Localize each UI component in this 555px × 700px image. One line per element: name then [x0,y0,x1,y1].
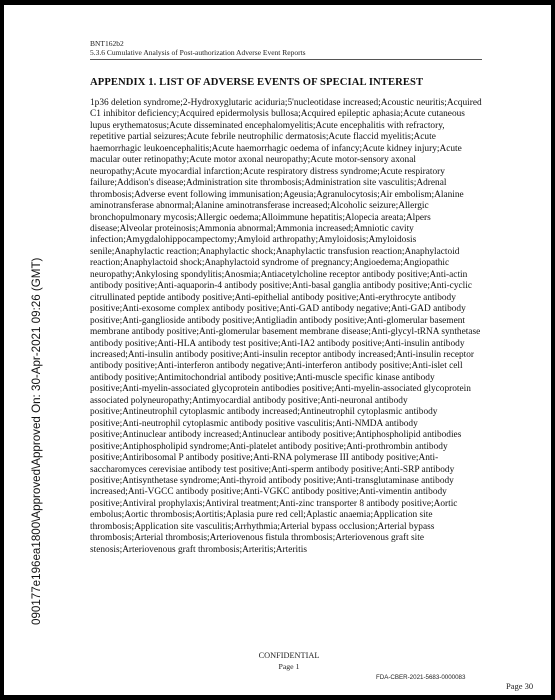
appendix-title: APPENDIX 1. LIST OF ADVERSE EVENTS OF SPECIAL INTEREST [90,77,424,88]
approval-stamp: 090177e196ea1800\Approved\Approved On: 30-Apr-2021 09:26 (GMT) [30,257,43,625]
document-number: FDA-CBER-2021-5683-0000083 [376,674,466,681]
header-section-title: 5.3.6 Cumulative Analysis of Post-authorization Adverse Event Reports [90,48,306,57]
confidential-label: CONFIDENTIAL [258,651,320,660]
page-label: Page 1 [278,662,300,671]
header-doc-id: BNT162b2 [90,39,124,48]
page-number: Page 30 [506,681,534,691]
header-rule [90,59,482,60]
document-page [4,5,551,695]
adverse-events-list: 1p36 deletion syndrome;2-Hydroxyglutaric aciduria;5'nucleotidase increased;Acoustic neuritis;Acquired C1 inhibitor deficiency;Acquired epidermolysis bullosa;Acquired epileptic aphasia;Acute cutaneous lupus erythematosus;Acute disseminated encephalomyelitis;Acute encephalitis with refractory, repetitive partial seizures;Acute febrile neutrophilic dermatosis;Acute flaccid myelitis;Acute haemorrhagic leukoencephalitis;Acute haemorrhagic oedema of infancy;Acute kidney injury;Acute macular outer retinopathy;Acute motor axonal neuropathy;Acute motor-sensory axonal neuropathy;Acute myocardial infarction;Acute respiratory distress syndrome;Acute respiratory failure;Addison's disease;Administration site thrombosis;Administration site vasculitis;Adrenal thrombosis;Adverse event following immunisation;Ageusia;Agranulocytosis;Air embolism;Alanine aminotransferase abnormal;Alanine aminotransferase increased;Alcoholic seizure;Allergic bronchopulmonary mycosis;Allergic oedema;Alloimmune hepatitis;Alopecia areata;Alpers disease;Alveolar proteinosis;Ammonia abnormal;Ammonia increased;Amniotic cavity infection;Amygdalohippocampectomy;Amyloid arthropathy;Amyloidosis;Amyloidosis senile;Anaphylactic reaction;Anaphylactic shock;Anaphylactic transfusion reaction;Anaphylactoid reaction;Anaphylactoid shock;Anaphylactoid syndrome of pregnancy;Angioedema;Angiopathic neuropathy;Ankylosing spondylitis;Anosmia;Antiacetylcholine receptor antibody positive;Anti-actin antibody positive;Anti-aquaporin-4 antibody positive;Anti-basal ganglia antibody positive;Anti-cyclic citrullinated peptide antibody positive;Anti-epithelial antibody positive;Anti-erythrocyte antibody positive;Anti-exosome complex antibody positive;Anti-GAD antibody negative;Anti-GAD antibody positive;Anti-ganglioside antibody positive;Antigliadin antibody positive;Anti-glomerular basement membrane antibody positive;Anti-glomerular basement membrane disease;Anti-glycyl-tRNA synthetase antibody positive;Anti-HLA antibody test positive;Anti-IA2 antibody positive;Anti-insulin antibody increased;Anti-insulin antibody positive;Anti-insulin receptor antibody increased;Anti-insulin receptor antibody positive;Anti-interferon antibody negative;Anti-interferon antibody positive;Anti-islet cell antibody positive;Antimitochondrial antibody positive;Anti-muscle specific kinase antibody positive;Anti-myelin-associated glycoprotein antibodies positive;Anti-myelin-associated glycoprotein associated polyneuropathy;Antimyocardial antibody positive;Anti-neuronal antibody positive;Antineutrophil cytoplasmic antibody increased;Antineutrophil cytoplasmic antibody positive;Anti-neutrophil cytoplasmic antibody positive vasculitis;Anti-NMDA antibody positive;Antinuclear antibody increased;Antinuclear antibody positive;Antiphospholipid antibodies positive;Antiphospholipid syndrome;Anti-platelet antibody positive;Anti-prothrombin antibody positive;Antiribosomal P antibody positive;Anti-RNA polymerase III antibody positive;Anti-saccharomyces cerevisiae antibody test positive;Anti-sperm antibody positive;Anti-SRP antibody positive;Antisynthetase syndrome;Anti-thyroid antibody positive;Anti-transglutaminase antibody increased;Anti-VGCC antibody positive;Anti-VGKC antibody positive;Anti-vimentin antibody positive;Antiviral prophylaxis;Antiviral treatment;Anti-zinc transporter 8 antibody positive;Aortic embolus;Aortic thrombosis;Aortitis;Aplasia pure red cell;Aplastic anaemia;Application site thrombosis;Application site vasculitis;Arrhythmia;Arterial bypass occlusion;Arterial bypass thrombosis;Arterial thrombosis;Arteriovenous fistula thrombosis;Arteriovenous graft site stenosis;Arteriovenous graft thrombosis;Arteritis;Arteritis [90,98,482,555]
